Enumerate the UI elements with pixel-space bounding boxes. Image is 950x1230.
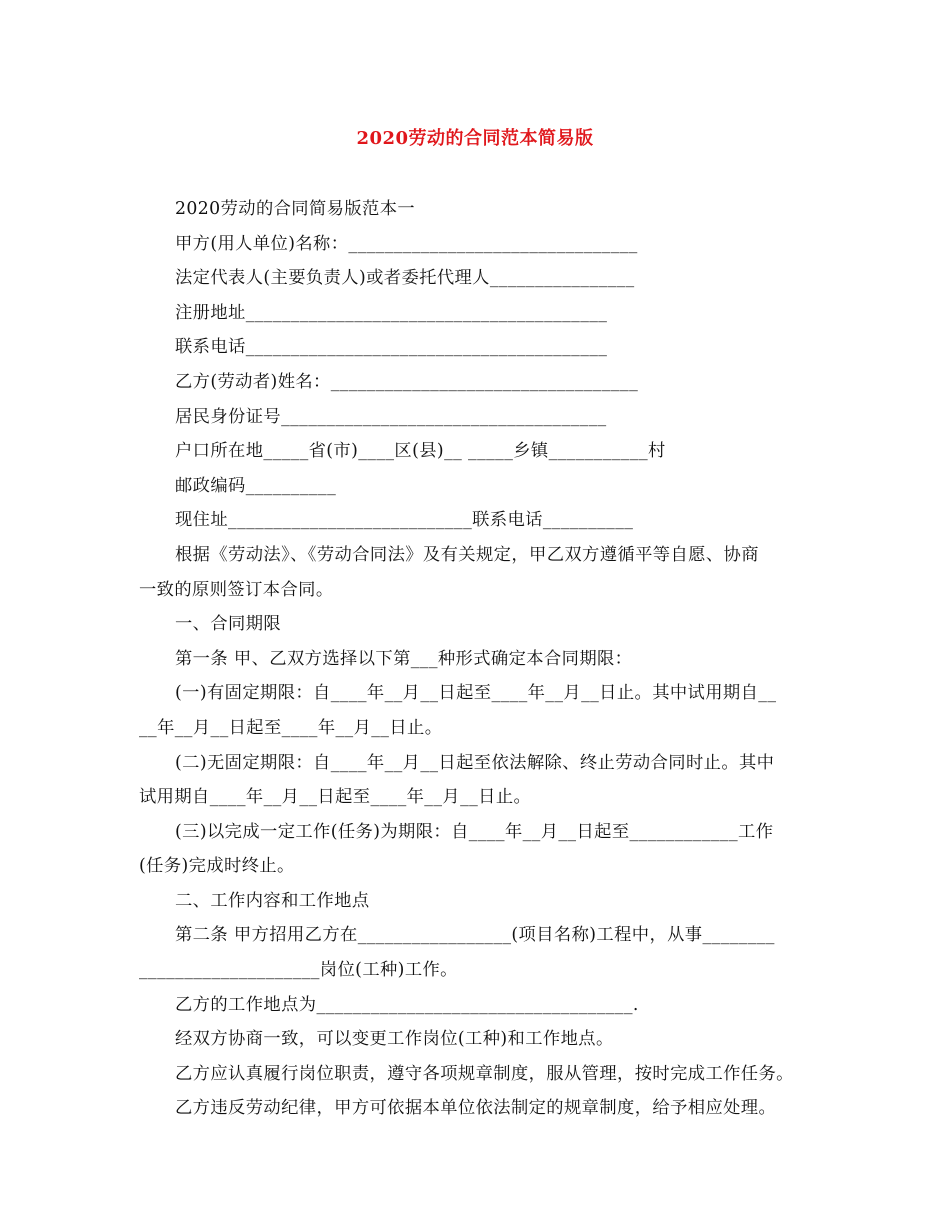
section-heading: 一、合同期限 [175, 614, 282, 635]
paragraph-line: 第二条 甲方招用乙方在_________________(项目名称)工程中，从事________ [175, 925, 775, 946]
section-heading: 二、工作内容和工作地点 [175, 890, 370, 911]
paragraph-line: (二)无固定期限：自____年__月__日起至依法解除、终止劳动合同时止。其中 [175, 752, 775, 773]
paragraph-line: 根据《劳动法》、《劳动合同法》及有关规定，甲乙双方遵循平等自愿、协商 [175, 544, 759, 565]
paragraph-line: 邮政编码__________ [175, 475, 337, 496]
paragraph-line: 联系电话________________________________________ [175, 337, 608, 358]
paragraph-line: 一致的原则签订本合同。 [139, 579, 334, 600]
paragraph-line: 乙方(劳动者)姓名：__________________________________ [175, 371, 639, 392]
paragraph-line: 现住址___________________________联系电话__________ [175, 510, 634, 531]
paragraph-line: 居民身份证号____________________________________ [175, 406, 607, 427]
paragraph-line: (一)有固定期限：自____年__月__日起至____年__月__日止。其中试用期自__ [175, 683, 777, 704]
paragraph-line: 甲方(用人单位)名称：________________________________ [175, 233, 638, 254]
paragraph-line: 注册地址________________________________________ [175, 302, 608, 323]
paragraph-line: 经双方协商一致，可以变更工作岗位(工种)和工作地点。 [175, 1029, 614, 1050]
document-title: 2020劳动的合同范本简易版 [356, 128, 594, 149]
paragraph-line: 试用期自____年__月__日起至____年__月__日止。 [139, 787, 532, 808]
paragraph-line: __年__月__日起至____年__月__日止。 [139, 717, 443, 738]
paragraph-line: 户口所在地_____省(市)____区(县)__ _____乡镇___________村 [175, 441, 666, 462]
paragraph-line: 第一条 甲、乙双方选择以下第___种形式确定本合同期限： [175, 648, 633, 669]
paragraph-line: 乙方应认真履行岗位职责，遵守各项规章制度，服从管理，按时完成工作任务。 [175, 1063, 794, 1084]
paragraph-line: 2020劳动的合同简易版范本一 [175, 199, 416, 219]
paragraph-line: (三)以完成一定工作(任务)为期限：自____年__月__日起至____________工作 [175, 821, 774, 842]
paragraph-line: 法定代表人(主要负责人)或者委托代理人________________ [175, 268, 635, 289]
paragraph-line: 乙方违反劳动纪律，甲方可依据本单位依法制定的规章制度，给予相应处理。 [175, 1098, 777, 1119]
paragraph-line: ____________________岗位(工种)工作。 [139, 960, 458, 981]
paragraph-line: 乙方的工作地点为___________________________________. [175, 994, 639, 1015]
paragraph-line: (任务)完成时终止。 [139, 856, 295, 877]
document-body [139, 192, 825, 1126]
